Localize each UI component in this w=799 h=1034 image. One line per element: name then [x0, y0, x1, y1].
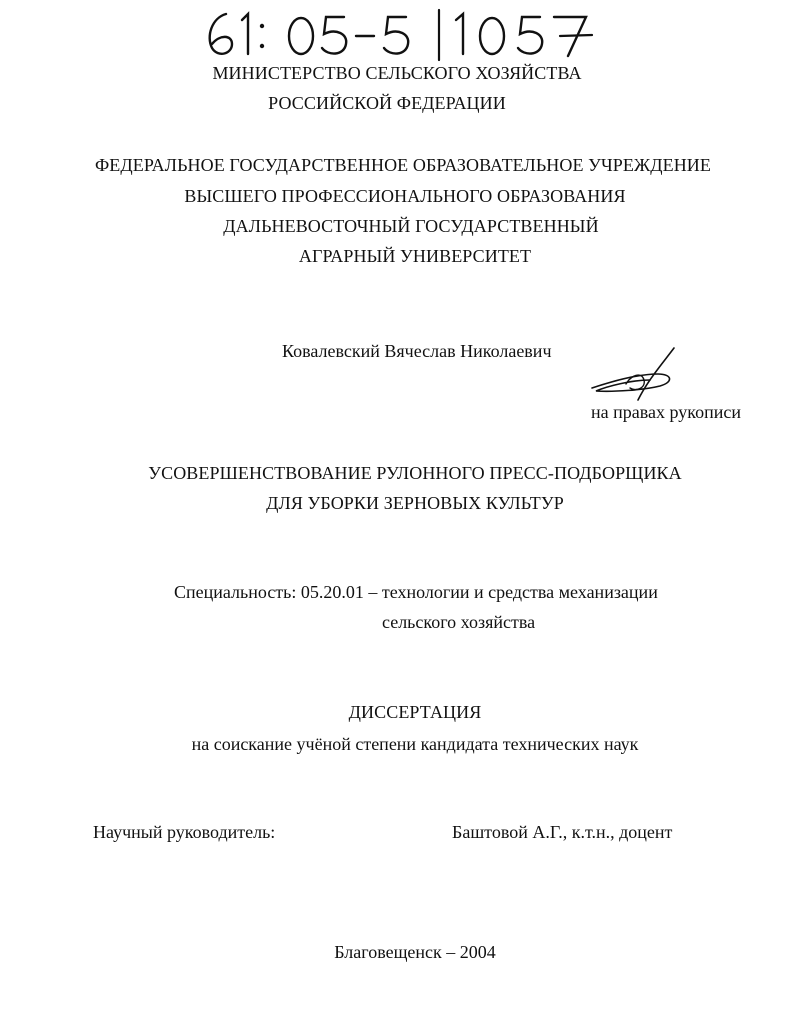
- handwritten-archive-code: [196, 4, 616, 62]
- city-and-year: Благовещенск – 2004: [334, 942, 496, 962]
- ministry-line-1: МИНИСТЕРСТВО СЕЛЬСКОГО ХОЗЯЙСТВА: [212, 63, 582, 83]
- supervisor-name: Баштовой А.Г., к.т.н., доцент: [452, 822, 673, 842]
- manuscript-rights-note: на правах рукописи: [591, 402, 741, 422]
- document-type: ДИССЕРТАЦИЯ: [348, 702, 482, 722]
- institution-line-1: ФЕДЕРАЛЬНОЕ ГОСУДАРСТВЕННОЕ ОБРАЗОВАТЕЛЬНОЕ УЧРЕЖДЕНИЕ: [94, 155, 712, 175]
- institution-line-3: ДАЛЬНЕВОСТОЧНЫЙ ГОСУДАРСТВЕННЫЙ: [223, 216, 599, 236]
- institution-line-4: АГРАРНЫЙ УНИВЕРСИТЕТ: [298, 246, 532, 266]
- thesis-title-line-1: УСОВЕРШЕНСТВОВАНИЕ РУЛОННОГО ПРЕСС-ПОДБОРЩИКА: [148, 463, 682, 483]
- ministry-line-2: РОССИЙСКОЙ ФЕДЕРАЦИИ: [268, 93, 506, 113]
- specialty-line-1: Специальность: 05.20.01 – технологии и средства механизации: [174, 582, 658, 602]
- degree-description: на соискание учёной степени кандидата технических наук: [191, 734, 639, 754]
- handwritten-signature: [586, 344, 686, 404]
- specialty-line-2: сельского хозяйства: [382, 612, 536, 632]
- institution-line-2: ВЫСШЕГО ПРОФЕССИОНАЛЬНОГО ОБРАЗОВАНИЯ: [184, 186, 626, 206]
- author-name: Ковалевский Вячеслав Николаевич: [282, 341, 552, 361]
- thesis-title-line-2: ДЛЯ УБОРКИ ЗЕРНОВЫХ КУЛЬТУР: [266, 493, 564, 513]
- supervisor-label: Научный руководитель:: [93, 822, 276, 842]
